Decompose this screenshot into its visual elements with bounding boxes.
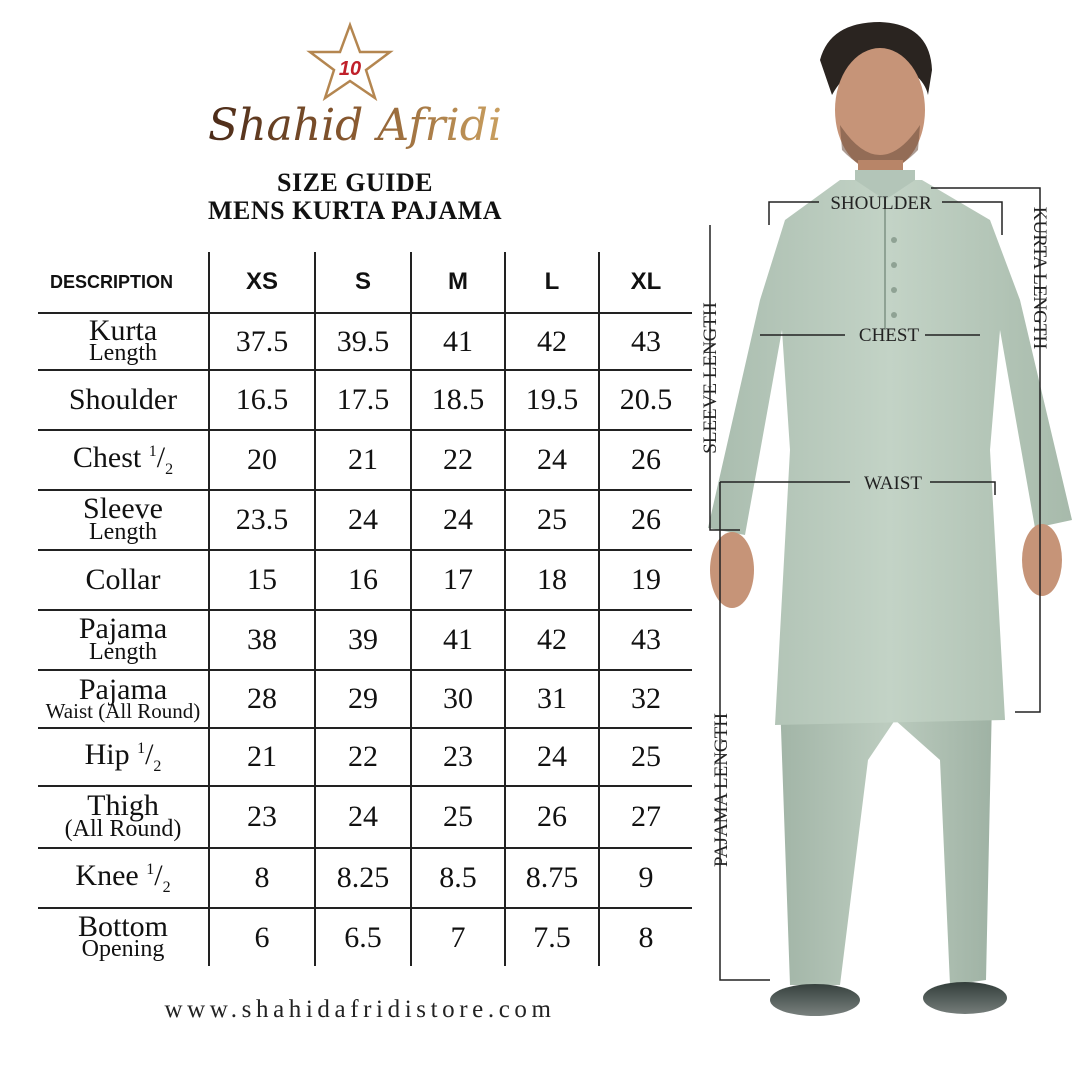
size-value: 7 <box>411 908 505 966</box>
size-value: 16 <box>315 550 411 610</box>
size-value: 8.75 <box>505 848 599 908</box>
row-description <box>38 550 209 610</box>
size-value: 21 <box>209 728 315 786</box>
size-value: 26 <box>599 430 692 490</box>
size-value: 26 <box>505 786 599 848</box>
model-illustration <box>690 0 1080 1080</box>
header-size-s: S <box>315 252 411 313</box>
row-label: Collar <box>85 563 161 597</box>
size-value: 24 <box>315 786 411 848</box>
row-label: Thigh <box>87 789 159 823</box>
size-value: 28 <box>209 670 315 728</box>
table-row <box>38 490 692 550</box>
table-row <box>38 728 692 786</box>
size-value: 29 <box>315 670 411 728</box>
row-description <box>38 313 209 370</box>
row-description <box>38 370 209 430</box>
row-description <box>38 848 209 908</box>
size-value: 24 <box>315 490 411 550</box>
fraction-half: $^1/_2$ <box>148 440 174 478</box>
size-value: 20.5 <box>599 370 692 430</box>
size-value: 27 <box>599 786 692 848</box>
star-number: 10 <box>338 58 362 80</box>
table-row <box>38 370 692 430</box>
size-value: 25 <box>505 490 599 550</box>
fraction-half: $^1/_2$ <box>146 858 171 896</box>
size-value: 38 <box>209 610 315 670</box>
size-value: 24 <box>505 728 599 786</box>
table-row <box>38 908 692 966</box>
website-url: www.shahidafridistore.com <box>164 996 556 1023</box>
row-label: Bottom <box>77 909 168 943</box>
size-value: 15 <box>209 550 315 610</box>
header-size-xs: XS <box>209 252 315 313</box>
size-value: 22 <box>411 430 505 490</box>
size-value: 17.5 <box>315 370 411 430</box>
page-subtitle: MENS KURTA PAJAMA <box>207 196 503 225</box>
size-value: 16.5 <box>209 370 315 430</box>
row-sublabel: Length <box>89 518 157 545</box>
table-row <box>38 550 692 610</box>
size-value: 24 <box>505 430 599 490</box>
table-row <box>38 430 692 490</box>
size-value: 39 <box>315 610 411 670</box>
row-sublabel: Opening <box>81 936 165 963</box>
header-row <box>38 252 692 313</box>
size-value: 20 <box>209 430 315 490</box>
size-value: 25 <box>599 728 692 786</box>
row-label: Pajama <box>78 612 168 646</box>
fraction-half: $^1/_2$ <box>137 737 162 775</box>
label-chest: CHEST <box>858 325 920 346</box>
row-sublabel: Length <box>89 340 157 367</box>
header-size-l: L <box>505 252 599 313</box>
label-shoulder: SHOULDER <box>830 193 932 214</box>
table-row <box>38 848 692 908</box>
page-title: SIZE GUIDE <box>277 168 433 197</box>
row-label: Chest <box>72 440 142 474</box>
row-sublabel: Length <box>89 638 157 665</box>
model-head <box>820 22 932 190</box>
size-value: 37.5 <box>209 313 315 370</box>
size-value: 8 <box>209 848 315 908</box>
size-value: 8.5 <box>411 848 505 908</box>
row-description <box>38 908 209 966</box>
label-sleeve-length: SLEEVE LENGTH <box>700 302 721 454</box>
size-value: 6.5 <box>315 908 411 966</box>
size-value: 18.5 <box>411 370 505 430</box>
size-value: 18 <box>505 550 599 610</box>
size-value: 23.5 <box>209 490 315 550</box>
size-value: 23 <box>209 786 315 848</box>
table-row <box>38 610 692 670</box>
row-label: Shoulder <box>68 383 178 417</box>
size-value: 43 <box>599 313 692 370</box>
row-description <box>38 490 209 550</box>
size-value: 32 <box>599 670 692 728</box>
table-row <box>38 313 692 370</box>
row-description <box>38 670 209 728</box>
row-description <box>38 610 209 670</box>
table-row <box>38 786 692 848</box>
brand-name: Shahid Afridi <box>208 100 502 151</box>
size-value: 42 <box>505 313 599 370</box>
label-pajama-length: PAJAMA LENGTH <box>711 713 732 867</box>
brand-logo <box>205 20 505 170</box>
label-waist: WAIST <box>863 473 923 494</box>
size-value: 23 <box>411 728 505 786</box>
size-value: 6 <box>209 908 315 966</box>
model-pajama <box>770 700 1007 1016</box>
size-value: 9 <box>599 848 692 908</box>
header-size-m: M <box>411 252 505 313</box>
row-sublabel: (All Round) <box>64 815 182 842</box>
size-value: 39.5 <box>315 313 411 370</box>
size-value: 30 <box>411 670 505 728</box>
size-value: 7.5 <box>505 908 599 966</box>
size-value: 25 <box>411 786 505 848</box>
header-size-xl: XL <box>599 252 692 313</box>
size-value: 42 <box>505 610 599 670</box>
row-description <box>38 786 209 848</box>
label-kurta-length: KURTA LENGTH <box>1029 206 1050 350</box>
size-value: 43 <box>599 610 692 670</box>
size-value: 24 <box>411 490 505 550</box>
size-value: 21 <box>315 430 411 490</box>
size-value: 17 <box>411 550 505 610</box>
size-value: 19.5 <box>505 370 599 430</box>
size-value: 31 <box>505 670 599 728</box>
size-value: 8 <box>599 908 692 966</box>
row-sublabel: Waist (All Round) <box>45 699 201 724</box>
size-value: 8.25 <box>315 848 411 908</box>
row-label: Kurta <box>88 313 158 347</box>
size-table <box>38 252 692 966</box>
row-label: Knee <box>75 858 139 892</box>
size-value: 26 <box>599 490 692 550</box>
row-label: Pajama <box>78 672 168 706</box>
size-value: 41 <box>411 313 505 370</box>
model-kurta <box>708 170 1072 725</box>
size-value: 22 <box>315 728 411 786</box>
row-label: Hip <box>84 737 130 771</box>
size-value: 41 <box>411 610 505 670</box>
row-label: Sleeve <box>83 492 163 526</box>
row-description <box>38 430 209 490</box>
size-value: 19 <box>599 550 692 610</box>
header-description: DESCRIPTION <box>50 271 174 292</box>
row-description <box>38 728 209 786</box>
table-row <box>38 670 692 728</box>
